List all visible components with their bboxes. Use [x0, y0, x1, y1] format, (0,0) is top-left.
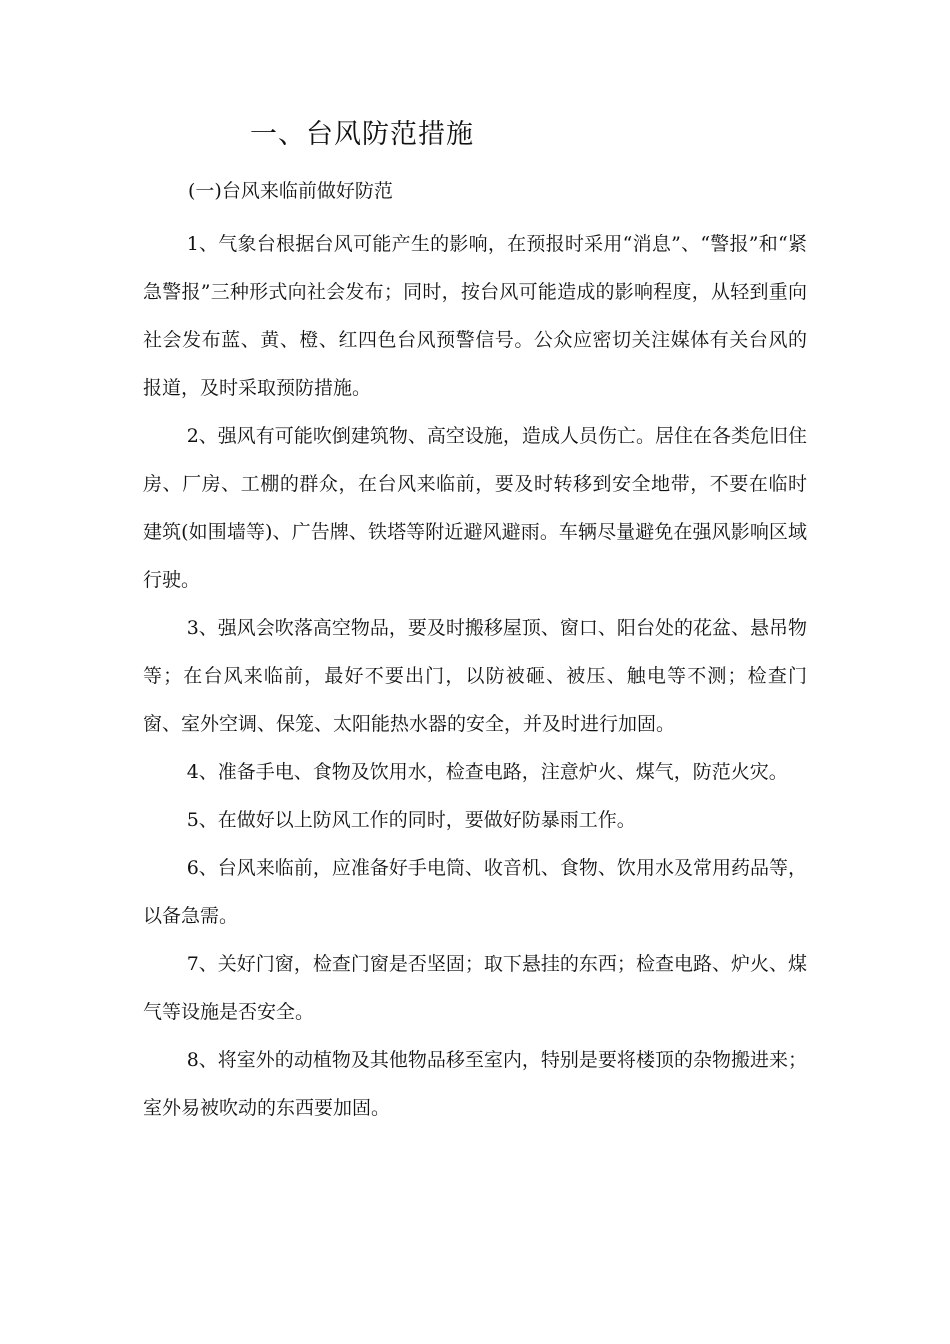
body-text — [143, 220, 807, 1132]
paragraph-6: 6、台风来临前，应准备好手电筒、收音机、食物、饮用水及常用药品等，以备急需。 — [143, 857, 807, 927]
paragraph-2: 2、强风有可能吹倒建筑物、高空设施，造成人员伤亡。居住在各类危旧住房、厂房、工棚的群众，在台风来临前，要及时转移到安全地带，不要在临时建筑(如围墙等)、广告牌、铁塔等附近避风避雨。车辆尽量避免在强风影响区域行驶。 — [143, 425, 807, 591]
paragraph-3: 3、强风会吹落高空物品，要及时搬移屋顶、窗口、阳台处的花盆、悬吊物等；在台风来临前，最好不要出门，以防被砸、被压、触电等不测；检查门窗、室外空调、保笼、太阳能热水器的安全，并及时进行加固。 — [143, 617, 807, 735]
paragraph-4: 4、准备手电、食物及饮用水，检查电路，注意炉火、煤气，防范火灾。 — [186, 761, 788, 783]
section-title: 一、台风防范措施 — [250, 119, 474, 150]
paragraph-5: 5、在做好以上防风工作的同时，要做好防暴雨工作。 — [186, 809, 636, 831]
paragraph-8: 8、将室外的动植物及其他物品移至室内，特别是要将楼顶的杂物搬进来；室外易被吹动的东西要加固。 — [143, 1049, 807, 1119]
paragraph-1: 1、气象台根据台风可能产生的影响，在预报时采用“消息”、“警报”和“紧急警报”三种形式向社会发布；同时，按台风可能造成的影响程度，从轻到重向社会发布蓝、黄、橙、红四色台风预警信号。公众应密切关注媒体有关台风的报道，及时采取预防措施。 — [143, 233, 807, 399]
paragraph-7: 7、关好门窗，检查门窗是否坚固；取下悬挂的东西；检查电路、炉火、煤气等设施是否安全。 — [143, 953, 807, 1023]
subsection-title: (一)台风来临前做好防范 — [188, 180, 393, 202]
